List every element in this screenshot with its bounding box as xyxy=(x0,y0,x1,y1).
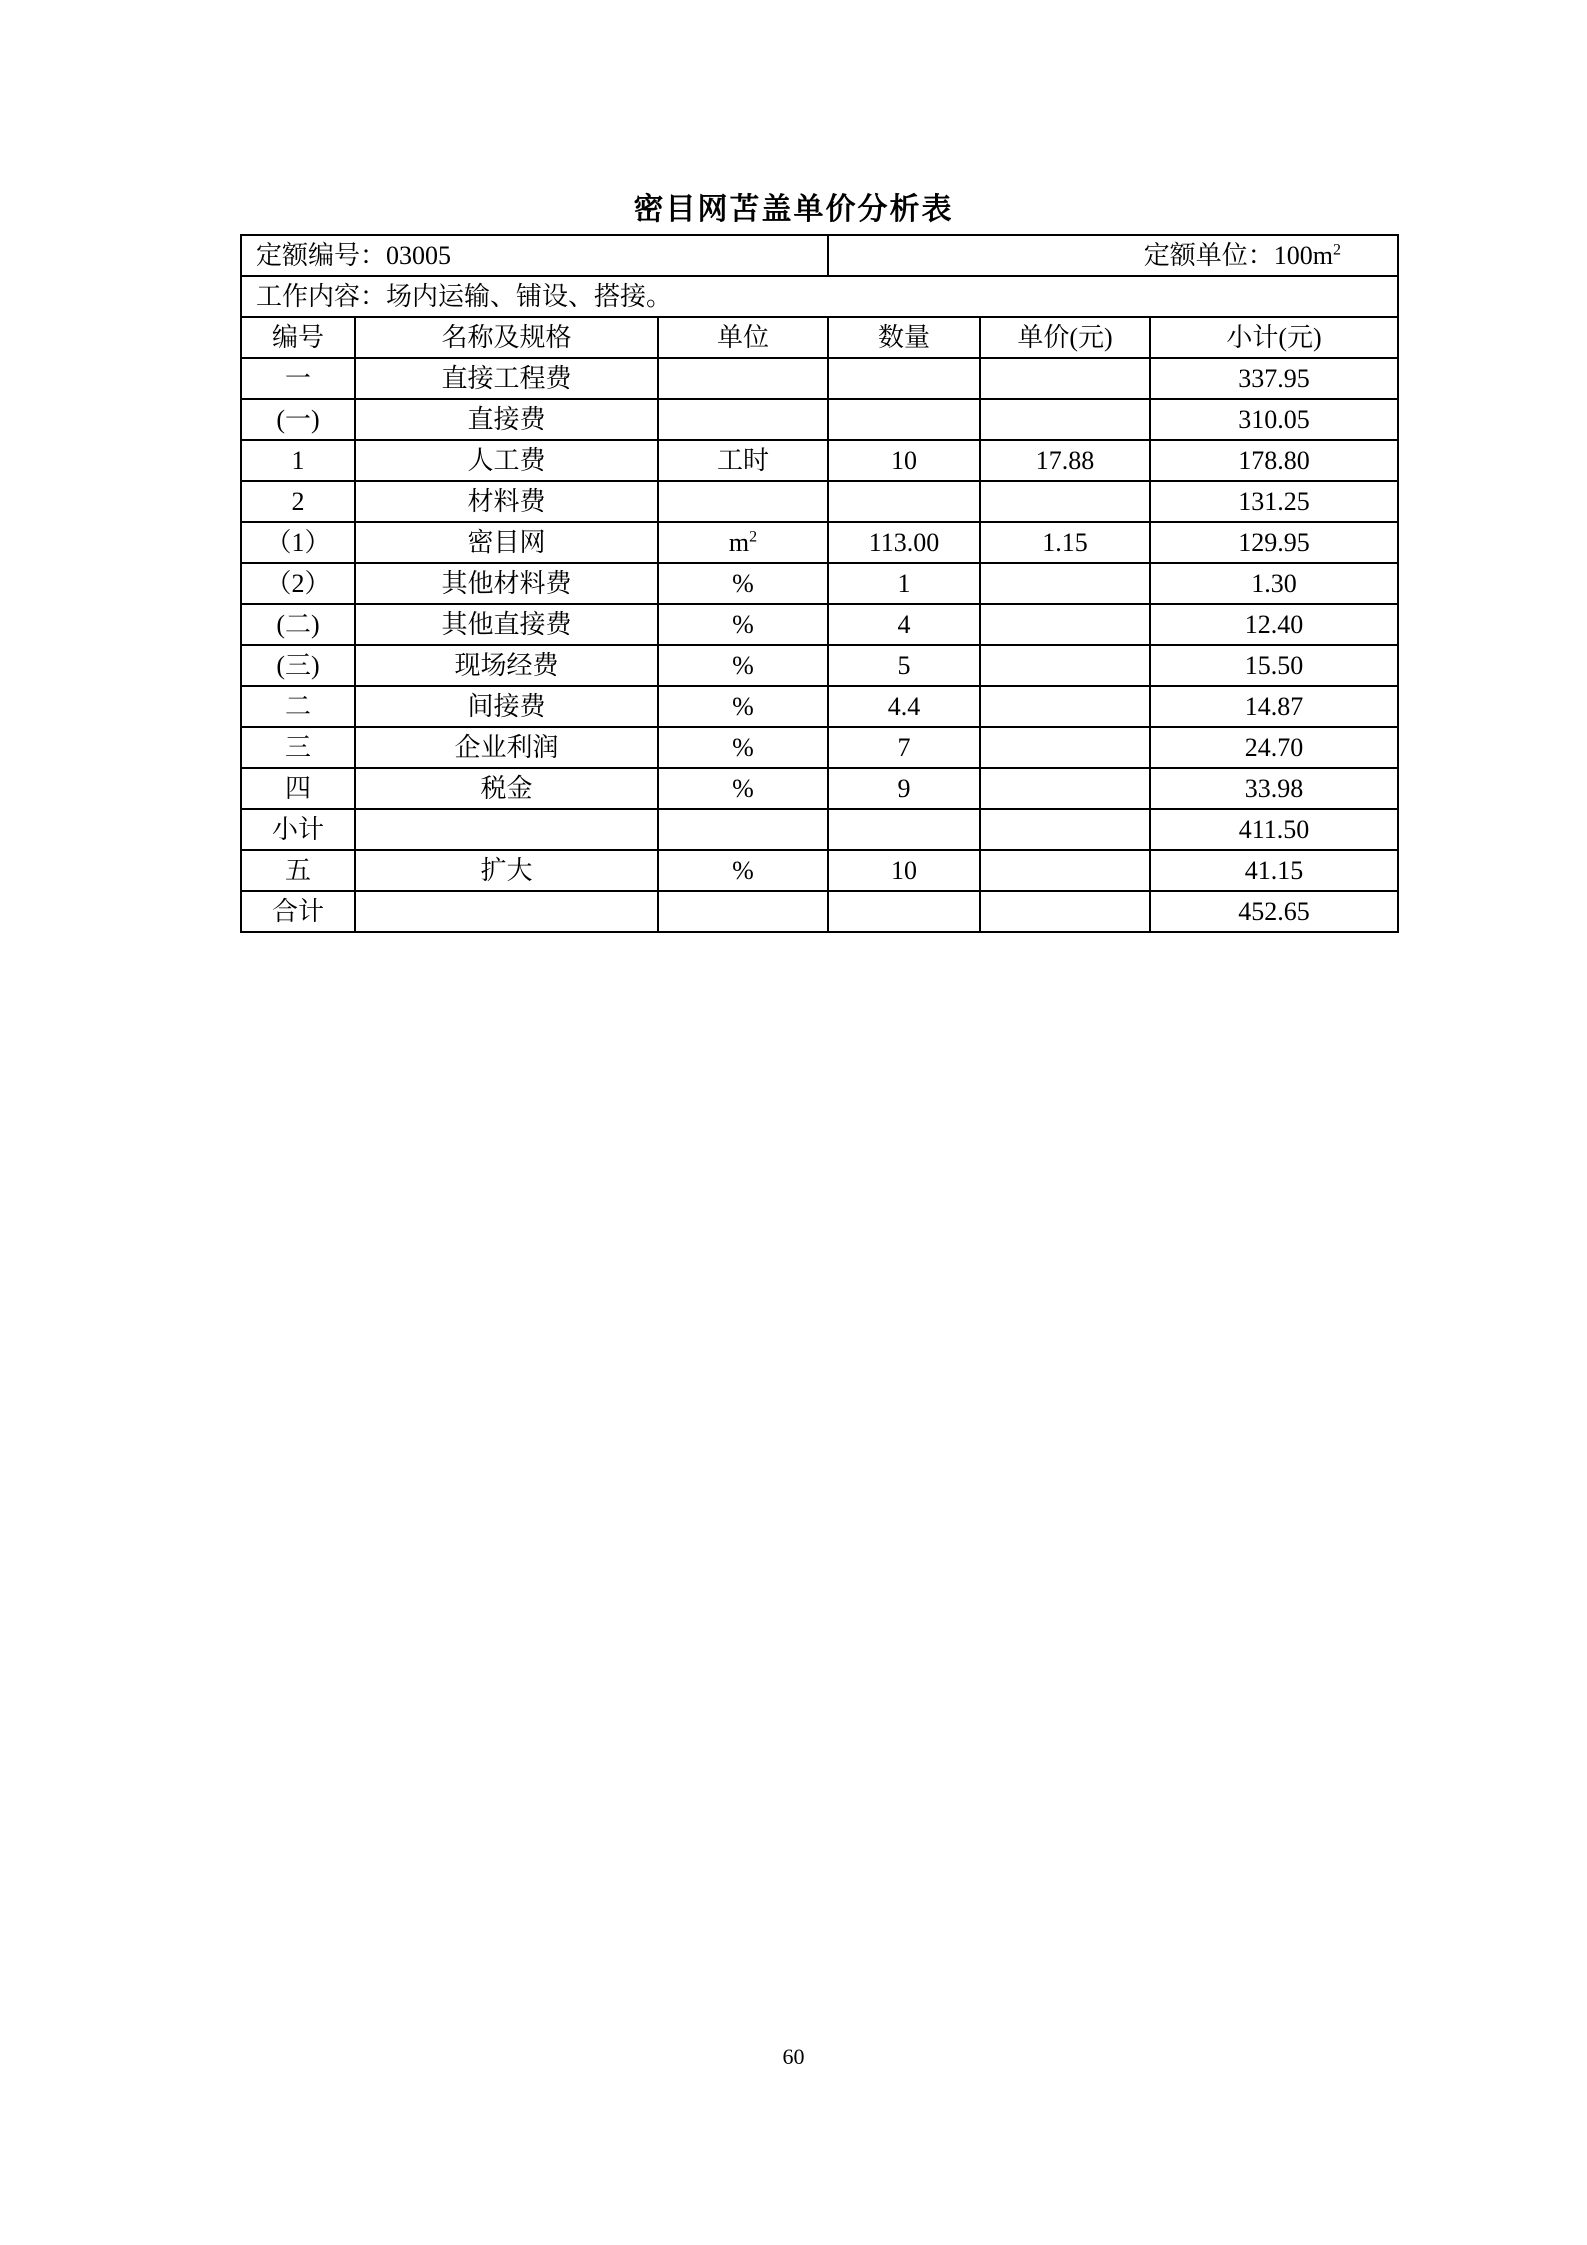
item-unit-price xyxy=(980,399,1150,440)
table-row xyxy=(241,727,1398,768)
item-name: 密目网 xyxy=(355,522,658,563)
table-row xyxy=(241,645,1398,686)
item-unit: % xyxy=(658,563,828,604)
row-number: （2） xyxy=(241,563,355,604)
item-quantity: 10 xyxy=(828,440,980,481)
item-name: 现场经费 xyxy=(355,645,658,686)
item-unit xyxy=(658,399,828,440)
item-quantity: 113.00 xyxy=(828,522,980,563)
item-quantity: 7 xyxy=(828,727,980,768)
column-header: 单价(元) xyxy=(980,317,1150,358)
item-unit-price xyxy=(980,645,1150,686)
page-number: 60 xyxy=(782,2044,805,2069)
row-number: 小计 xyxy=(241,809,355,850)
item-quantity xyxy=(828,399,980,440)
table-row xyxy=(241,358,1398,399)
column-header-row xyxy=(241,317,1398,358)
table-row xyxy=(241,604,1398,645)
work-content-row xyxy=(241,276,1398,317)
item-unit xyxy=(658,481,828,522)
item-subtotal: 15.50 xyxy=(1150,645,1398,686)
item-name: 扩大 xyxy=(355,850,658,891)
item-quantity: 9 xyxy=(828,768,980,809)
quota-number: 定额编号：03005 xyxy=(241,235,828,276)
item-name: 直接工程费 xyxy=(355,358,658,399)
table-row xyxy=(241,850,1398,891)
item-unit xyxy=(658,891,828,932)
item-name xyxy=(355,891,658,932)
item-subtotal: 24.70 xyxy=(1150,727,1398,768)
item-quantity: 1 xyxy=(828,563,980,604)
item-unit: % xyxy=(658,727,828,768)
row-number: (二) xyxy=(241,604,355,645)
item-unit-price xyxy=(980,358,1150,399)
item-name: 间接费 xyxy=(355,686,658,727)
item-name: 材料费 xyxy=(355,481,658,522)
item-name: 企业利润 xyxy=(355,727,658,768)
quota-unit xyxy=(828,235,1398,276)
item-subtotal: 1.30 xyxy=(1150,563,1398,604)
row-number: 三 xyxy=(241,727,355,768)
item-unit-price xyxy=(980,891,1150,932)
item-quantity: 10 xyxy=(828,850,980,891)
item-quantity xyxy=(828,891,980,932)
row-number: （1） xyxy=(241,522,355,563)
row-number: 一 xyxy=(241,358,355,399)
table-row xyxy=(241,481,1398,522)
item-subtotal: 411.50 xyxy=(1150,809,1398,850)
item-subtotal: 14.87 xyxy=(1150,686,1398,727)
item-unit-price xyxy=(980,563,1150,604)
item-unit: % xyxy=(658,645,828,686)
item-unit-price xyxy=(980,481,1150,522)
column-header: 数量 xyxy=(828,317,980,358)
item-unit: % xyxy=(658,604,828,645)
item-subtotal: 178.80 xyxy=(1150,440,1398,481)
table-row xyxy=(241,891,1398,932)
item-unit-price xyxy=(980,809,1150,850)
item-unit xyxy=(658,522,828,563)
quota-unit-label: 定额单位：100m xyxy=(1143,241,1334,270)
row-number: (三) xyxy=(241,645,355,686)
table-body xyxy=(241,358,1398,932)
item-subtotal: 129.95 xyxy=(1150,522,1398,563)
table-row xyxy=(241,399,1398,440)
row-number: 五 xyxy=(241,850,355,891)
row-number: 二 xyxy=(241,686,355,727)
item-quantity xyxy=(828,809,980,850)
item-unit xyxy=(658,809,828,850)
unit-base: m xyxy=(728,528,750,557)
item-unit-price: 17.88 xyxy=(980,440,1150,481)
column-header: 名称及规格 xyxy=(355,317,658,358)
item-name: 其他材料费 xyxy=(355,563,658,604)
item-unit xyxy=(658,358,828,399)
item-quantity xyxy=(828,481,980,522)
quota-unit-superscript: 2 xyxy=(1333,241,1342,259)
table-row xyxy=(241,768,1398,809)
item-subtotal: 310.05 xyxy=(1150,399,1398,440)
row-number: 1 xyxy=(241,440,355,481)
item-quantity: 4.4 xyxy=(828,686,980,727)
row-number: 四 xyxy=(241,768,355,809)
column-header: 单位 xyxy=(658,317,828,358)
item-name xyxy=(355,809,658,850)
item-unit: % xyxy=(658,768,828,809)
item-unit-price: 1.15 xyxy=(980,522,1150,563)
item-name: 直接费 xyxy=(355,399,658,440)
item-unit: % xyxy=(658,850,828,891)
item-subtotal: 337.95 xyxy=(1150,358,1398,399)
quota-info-row xyxy=(241,235,1398,276)
unit-price-analysis-table xyxy=(240,234,1399,933)
item-name: 其他直接费 xyxy=(355,604,658,645)
item-quantity: 4 xyxy=(828,604,980,645)
item-quantity xyxy=(828,358,980,399)
item-unit-price xyxy=(980,768,1150,809)
item-subtotal: 41.15 xyxy=(1150,850,1398,891)
item-subtotal: 12.40 xyxy=(1150,604,1398,645)
item-unit-price xyxy=(980,604,1150,645)
table-row xyxy=(241,686,1398,727)
table-row xyxy=(241,563,1398,604)
item-unit-price xyxy=(980,850,1150,891)
item-unit-price xyxy=(980,686,1150,727)
item-subtotal: 33.98 xyxy=(1150,768,1398,809)
page-title: 密目网苫盖单价分析表 xyxy=(633,193,954,226)
item-quantity: 5 xyxy=(828,645,980,686)
row-number: 合计 xyxy=(241,891,355,932)
item-subtotal: 131.25 xyxy=(1150,481,1398,522)
row-number: (一) xyxy=(241,399,355,440)
table-row xyxy=(241,522,1398,563)
table-row xyxy=(241,440,1398,481)
item-name: 税金 xyxy=(355,768,658,809)
item-name: 人工费 xyxy=(355,440,658,481)
item-unit: % xyxy=(658,686,828,727)
column-header: 小计(元) xyxy=(1150,317,1398,358)
unit-superscript: 2 xyxy=(749,528,758,546)
item-unit-price xyxy=(980,727,1150,768)
work-content: 工作内容：场内运输、铺设、搭接。 xyxy=(241,276,1398,317)
item-subtotal: 452.65 xyxy=(1150,891,1398,932)
table-row xyxy=(241,809,1398,850)
item-unit: 工时 xyxy=(658,440,828,481)
row-number: 2 xyxy=(241,481,355,522)
column-header: 编号 xyxy=(241,317,355,358)
